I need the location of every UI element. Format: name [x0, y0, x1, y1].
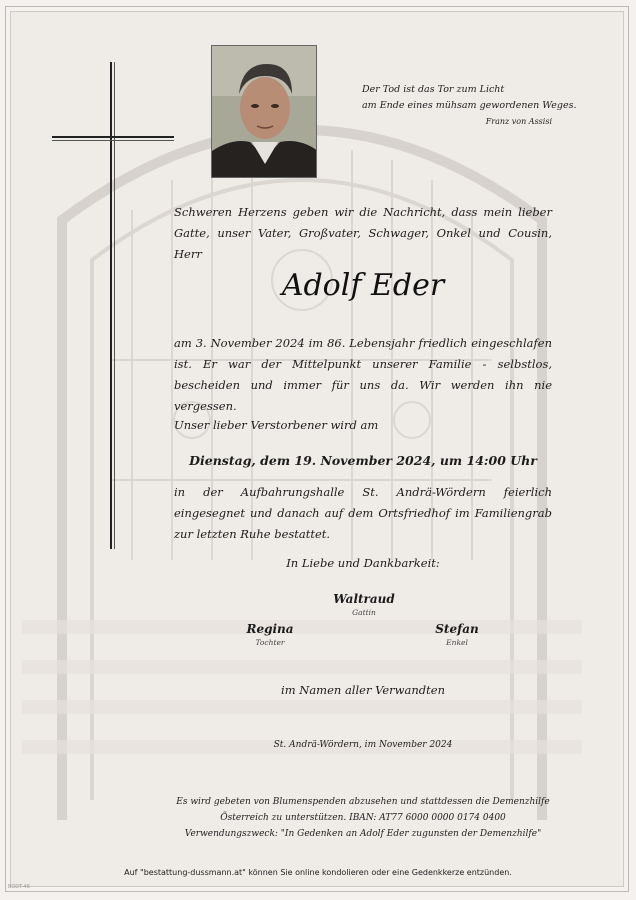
gratitude-line: In Liebe und Dankbarkeit:	[286, 556, 440, 570]
place-and-date: St. Andrä-Wördern, im November 2024	[273, 740, 453, 750]
quote-line-2: am Ende eines mühsam gewordenen Weges.	[362, 100, 577, 111]
quote-author: Franz von Assisi	[485, 117, 552, 126]
donation-note	[150, 794, 576, 842]
condolence-footer: Auf "bestattung-dussmann.at" können Sie online kondolieren oder eine Gedenkkerze entzünden.	[124, 868, 512, 877]
relatives-line: im Namen aller Verwandten	[281, 683, 445, 697]
donation-line-3: Verwendungszweck: "In Gedenken an Adolf Eder zugunsten der Demenzhilfe"	[184, 829, 542, 839]
mourner-spouse-role: Gattin	[352, 608, 376, 617]
mourner-grandchild-name: Stefan	[435, 622, 479, 636]
mourner-grandchild-role: Enkel	[446, 638, 468, 647]
corner-code: BODT-46	[8, 884, 30, 890]
quote-block	[362, 82, 582, 130]
ceremony-intro: Unser lieber Verstorbener wird am	[174, 418, 379, 432]
cross-horizontal-line-thin	[52, 140, 174, 141]
donation-line-1: Es wird gebeten von Blumenspenden abzusehen und stattdessen die Demenzhilfe	[176, 797, 550, 807]
mourner-daughter-name: Regina	[246, 622, 294, 636]
mourner-spouse-name: Waltraud	[333, 592, 395, 606]
cross-horizontal-line	[52, 136, 174, 138]
ceremony-text: in der Aufbahrungshalle St. Andrä-Wördern feierlich eingesegnet und danach auf dem Ortsfriedhof im Familiengrab zur letzten Ruhe bestattet.	[174, 485, 552, 541]
donation-line-2: Österreich zu unterstützen. IBAN: AT77 6000 0000 0174 0400	[220, 813, 506, 823]
deceased-name: Adolf Eder	[281, 268, 445, 303]
portrait-photo	[211, 45, 317, 178]
quote-line-1: Der Tod ist das Tor zum Licht	[362, 84, 505, 95]
ceremony-date: Dienstag, dem 19. November 2024, um 14:00 Uhr	[189, 453, 537, 468]
death-notice-text: am 3. November 2024 im 86. Lebensjahr friedlich eingeschlafen ist. Er war der Mittelpunkt unserer Familie - selbstlos, bescheiden und immer für uns da. Wir werden ihn nie vergessen.	[174, 336, 552, 413]
announcement-intro: Schweren Herzens geben wir die Nachricht, dass mein lieber Gatte, unser Vater, Großvater, Schwager, Onkel und Cousin, Herr	[174, 205, 552, 261]
mourner-daughter-role: Tochter	[255, 638, 285, 647]
